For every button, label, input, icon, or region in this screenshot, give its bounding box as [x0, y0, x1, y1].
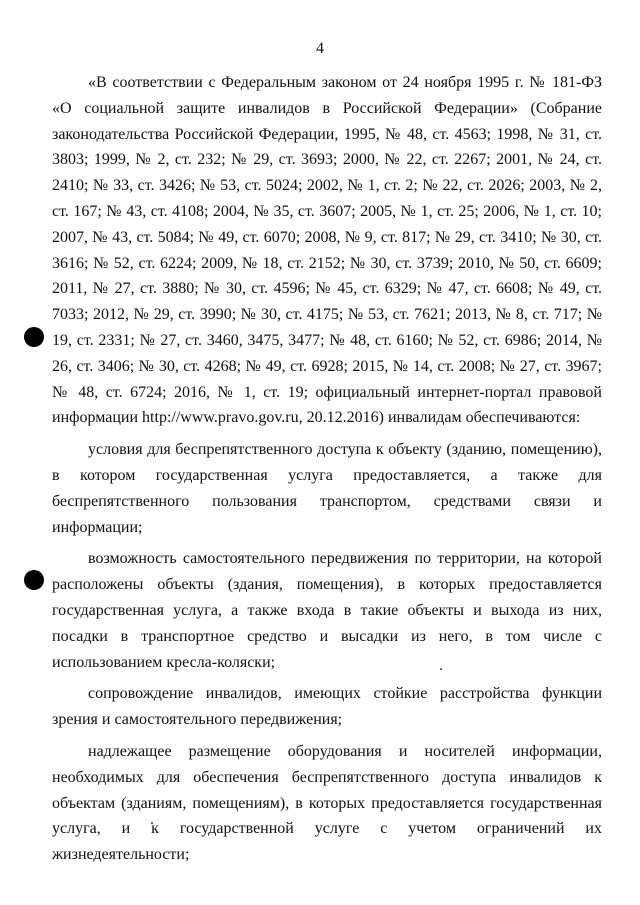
paragraph-independent-movement: возможность самостоятельного передвижения по территории, на которой расположены объекты (здания, помещения), в которых предоставляется государственная услуга, а также входа в такие объекты и выхода из них, посадки в транспортное средство и высадки из него, в том числе с использованием кресла-коляски;	[52, 550, 602, 671]
paragraph-escort: сопровождение инвалидов, имеющих стойкие расстройства функции зрения и самостоятельного передвижения;	[52, 685, 602, 729]
page-number: 4	[316, 40, 324, 57]
punch-hole-bottom	[24, 570, 44, 590]
punch-hole-top	[24, 327, 44, 347]
paragraph-access-conditions: условия для беспрепятственного доступа к объекту (зданию, помещению), в котором государственная услуга предоставляется, а также для беспрепятственного пользования транспортом, средствами связи и информации;	[52, 441, 602, 536]
paragraph-law-reference: «В соответствии с Федеральным законом от 24 ноября 1995 г. № 181-ФЗ «О социальной защите инвалидов в Российской Федерации» (Собрание законодательства Российской Федерации, 1995, № 48, ст. 4563; 1998, № 31, ст. 3803; 1999, № 2, ст. 232; № 29, ст. 3693; 2000, № 22, ст. 2267; 2001, № 24, ст. 2410; № 33, ст. 3426; № 53, ст. 5024; 2002, № 1, ст. 2; № 22, ст. 2026; 2003, № 2, ст. 167; № 43, ст. 4108; 2004, № 35, ст. 3607; 2005, № 1, ст. 25; 2006, № 1, ст. 10; 2007, № 43, ст. 5084; № 49, ст. 6070; 2008, № 9, ст. 817; № 29, ст. 3410; № 30, ст. 3616; № 52, ст. 6224; 2009, № 18, ст. 2152; № 30, ст. 3739; 2010, № 50, ст. 6609; 2011, № 27, ст. 3880; № 30, ст. 4596; № 45, ст. 6329; № 47, ст. 6608; № 49, ст. 7033; 2012, № 29, ст. 3990; № 30, ст. 4175; № 53, ст. 7621; 2013, № 8, ст. 717; № 19, ст. 2331; № 27, ст. 3460, 3475, 3477; № 48, ст. 6160; № 52, ст. 6986; 2014, № 26, ст. 3406; № 30, ст. 4268; № 49, ст. 6928; 2015, № 14, ст. 2008; № 27, ст. 3967; № 48, ст. 6724; 2016, № 1, ст. 19; официальный интернет-портал правовой информации http://www.pravo.gov.ru, 20.12.2016) инвалидам обеспечиваются:	[52, 74, 602, 427]
paragraph-equipment-placement: надлежащее размещение оборудования и носителей информации, необходимых для обеспечения беспрепятственного доступа инвалидов к объектам (зданиям, помещениям), в которых предоставляется государственная услуга, и к государственной услуге с учетом ограничений их жизнедеятельности;	[52, 742, 602, 864]
document-body	[52, 70, 602, 874]
